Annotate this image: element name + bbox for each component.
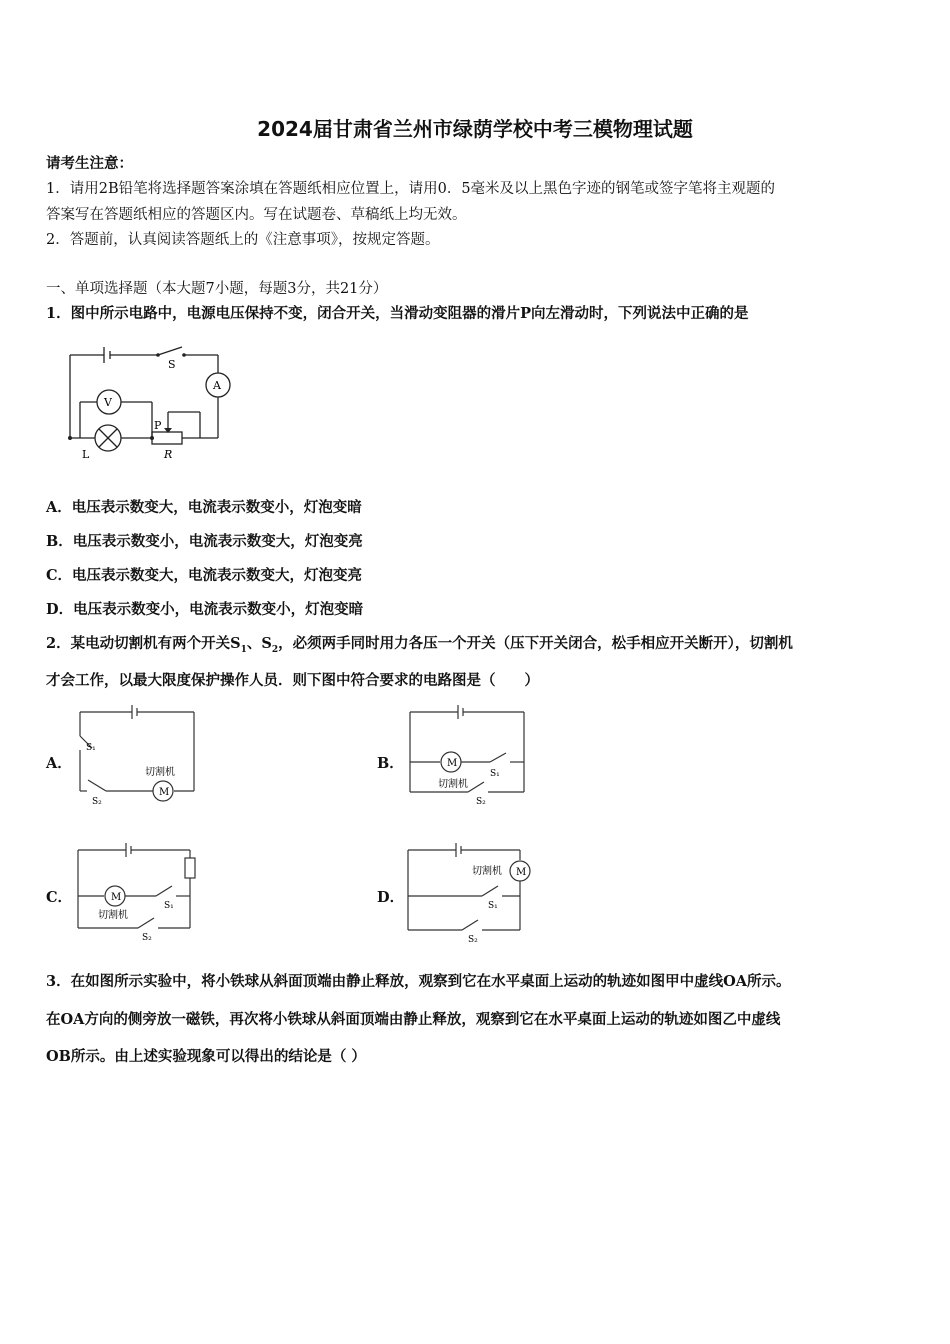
q3-line-3: OB所示。由上述实验现象可以得出的结论是（ ）: [46, 1048, 366, 1065]
q2-circuit-d[interactable]: [400, 838, 540, 948]
s2-label-a: S₂: [92, 797, 102, 807]
motor-label-d: M: [516, 867, 527, 878]
q1-option-a[interactable]: A．电压表示数变大，电流表示数变小，灯泡变暗: [46, 499, 362, 516]
q3-line-1: 3．在如图所示实验中，将小铁球从斜面顶端由静止释放，观察到它在水平桌面上运动的轨迹如图甲中虚线OA所示。: [46, 973, 791, 990]
slider-label: P: [154, 419, 162, 432]
voltmeter-label: V: [104, 396, 112, 409]
q3-line-2: 在OA方向的侧旁放一磁铁，再次将小铁球从斜面顶端由静止释放，观察到它在水平桌面上运动的轨迹如图乙中虚线: [46, 1011, 781, 1028]
notice-line-3: 2．答题前，认真阅读答题纸上的《注意事项》，按规定答题。: [46, 232, 440, 248]
s1-label-a: S₁: [86, 743, 96, 753]
q2-circuit-a[interactable]: [70, 700, 210, 810]
lamp-label: L: [82, 448, 90, 461]
machine-label-b: 切割机: [438, 779, 468, 790]
page-title: 2024届甘肃省兰州市绿荫学校中考三模物理试题: [257, 117, 693, 141]
q2-circuit-b[interactable]: [400, 700, 540, 810]
s1-label-b: S₁: [490, 769, 500, 779]
q1-stem: 1．图中所示电路中，电源电压保持不变，闭合开关，当滑动变阻器的滑片P向左滑动时，下列说法中正确的是: [46, 305, 749, 322]
ammeter-label: A: [213, 379, 221, 392]
q2-option-c-label[interactable]: C．: [46, 889, 73, 906]
q2-option-d-label[interactable]: D．: [377, 889, 405, 906]
motor-label-c: M: [111, 892, 122, 903]
s2-label-d: S₂: [468, 935, 478, 945]
s1-label-c: S₁: [164, 901, 174, 911]
q1-option-d[interactable]: D．电压表示数变小，电流表示数变小，灯泡变暗: [46, 601, 364, 618]
q2-option-b-label[interactable]: B．: [377, 755, 404, 772]
q2-option-a-label[interactable]: A．: [46, 755, 72, 772]
s2-label-b: S₂: [476, 797, 486, 807]
q2-stem-part-1: 2．某电动切割机有两个开关S: [46, 635, 241, 652]
motor-label-b: M: [447, 758, 458, 769]
q2-circuit-c[interactable]: [70, 838, 210, 948]
switch-label: S: [168, 358, 176, 371]
rheostat-label: R: [164, 448, 173, 461]
q2-sub-2: 2: [271, 644, 279, 655]
q2-stem-part-2: 、S: [246, 635, 272, 652]
s2-label-c: S₂: [142, 933, 152, 943]
q1-option-c[interactable]: C．电压表示数变大，电流表示数变大，灯泡变亮: [46, 567, 363, 584]
notice-heading: 请考生注意：: [46, 155, 133, 172]
notice-line-1: 1．请用2B铅笔将选择题答案涂填在答题纸相应位置上，请用0．5毫米及以上黑色字迹的钢笔或签字笔将主观题的: [46, 181, 776, 197]
machine-label-a: 切割机: [145, 767, 175, 778]
q2-stem-part-3: ，必须两手同时用力各压一个开关（压下开关闭合，松手相应开关断开），切割机: [278, 635, 793, 652]
machine-label-c: 切割机: [98, 910, 128, 921]
q2-stem-line-1: [46, 632, 793, 655]
q2-sub-1: 1: [240, 644, 247, 655]
q2-stem-line-2: 才会工作，以最大限度保护操作人员．则下图中符合要求的电路图是（ ）: [46, 672, 539, 689]
motor-label-a: M: [159, 787, 170, 798]
machine-label-d: 切割机: [472, 866, 502, 877]
s1-label-d: S₁: [488, 901, 498, 911]
notice-line-2: 答案写在答题纸相应的答题区内。写在试题卷、草稿纸上均无效。: [46, 207, 467, 223]
q1-option-b[interactable]: B．电压表示数变小，电流表示数变大，灯泡变亮: [46, 533, 363, 550]
q1-circuit-diagram: [60, 340, 250, 465]
section-heading: 一、单项选择题（本大题7小题，每题3分，共21分）: [46, 281, 388, 297]
